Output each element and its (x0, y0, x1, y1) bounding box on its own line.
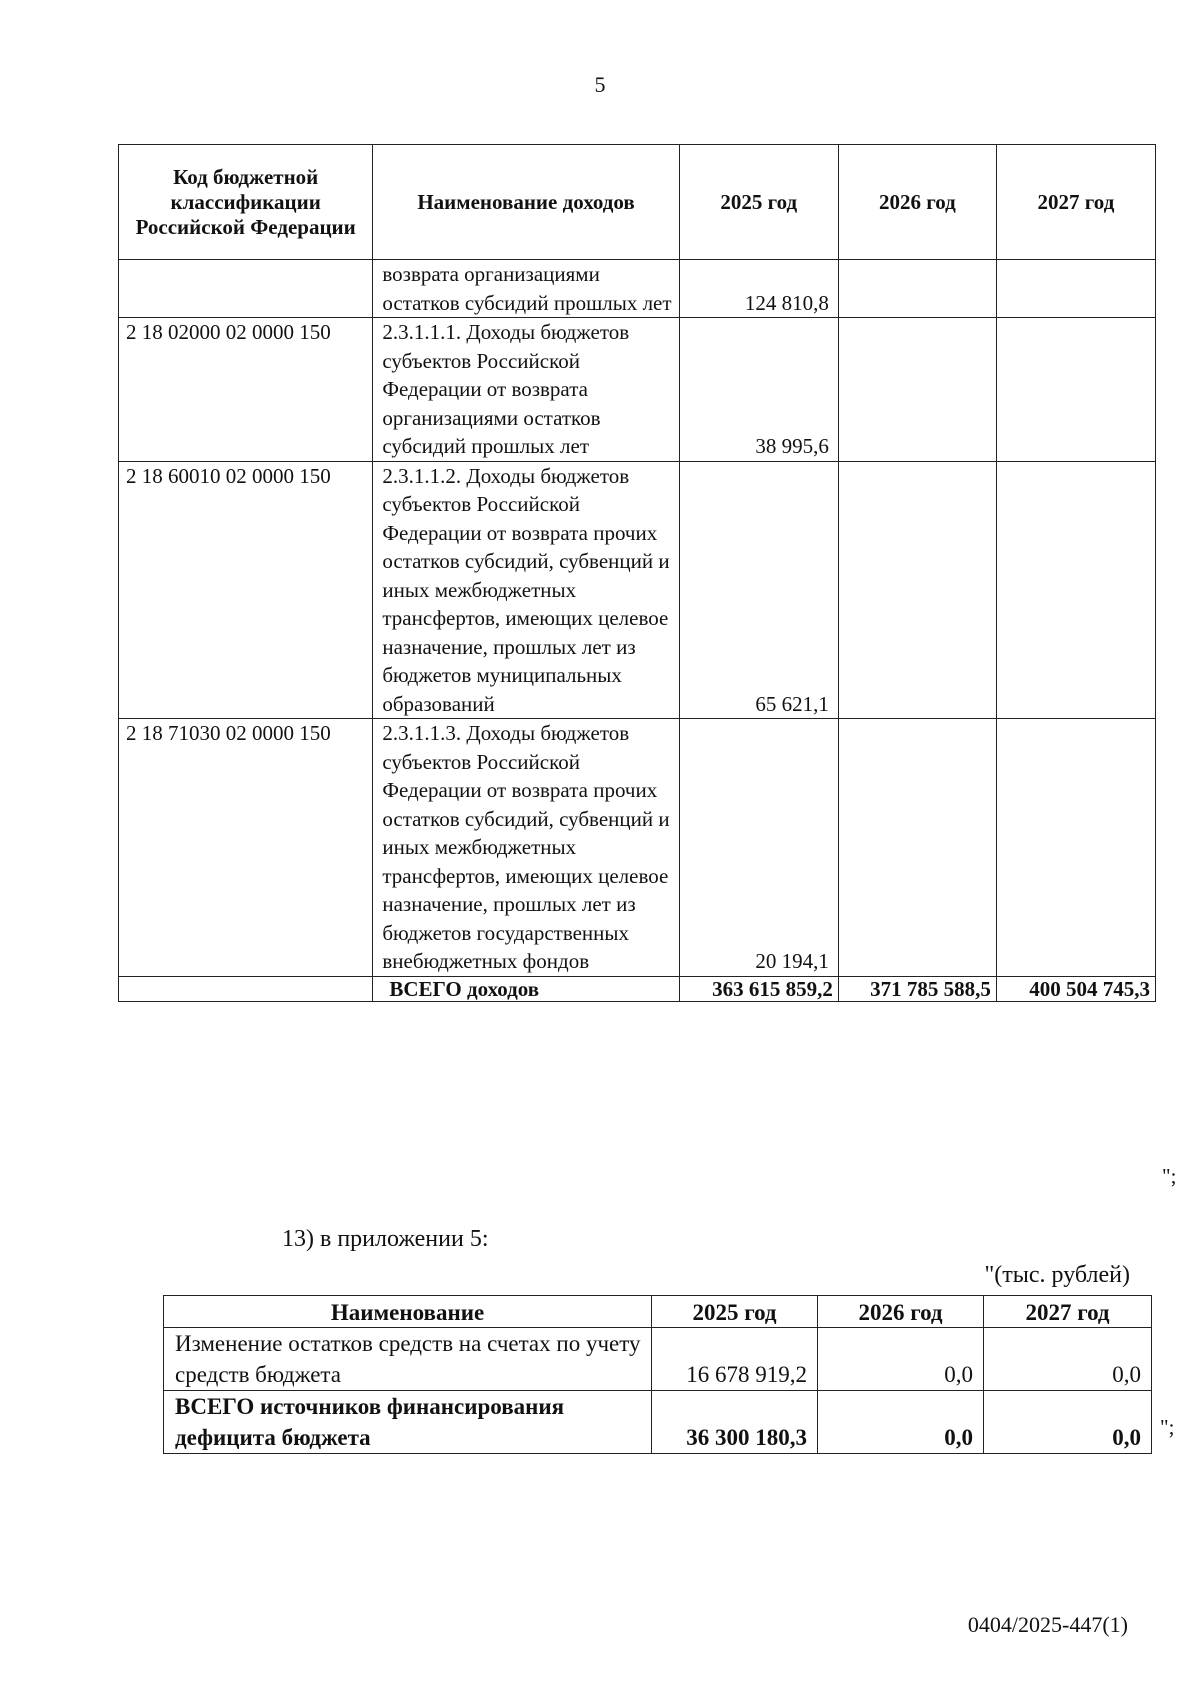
row-value-2026 (838, 260, 996, 318)
income-table-closing-mark: "; (1162, 1164, 1177, 1188)
row-value-2025: 20 194,1 (679, 719, 838, 977)
table-row (119, 719, 1156, 977)
row-value-2026 (838, 318, 996, 462)
header-2026: 2026 год (838, 145, 996, 260)
total-label: ВСЕГО источников финансирования дефицита бюджета (164, 1391, 652, 1454)
units-label: "(тыс. рублей) (984, 1262, 1130, 1288)
row-value-2027 (996, 260, 1155, 318)
total-label: ВСЕГО доходов (373, 976, 679, 1001)
header-2027: 2027 год (996, 145, 1155, 260)
row-name: Изменение остатков средств на счетах по учету средств бюджета (164, 1328, 652, 1391)
table-row (119, 318, 1156, 462)
row-code: 2 18 71030 02 0000 150 (119, 719, 373, 977)
row-value-2027: 0,0 (984, 1328, 1152, 1391)
row-value-2027 (996, 318, 1155, 462)
header-2025: 2025 год (652, 1296, 818, 1328)
page-number: 5 (594, 72, 606, 97)
row-value-2025: 16 678 919,2 (652, 1328, 818, 1391)
row-value-2026: 0,0 (818, 1328, 984, 1391)
total-value-2025: 363 615 859,2 (679, 976, 838, 1001)
sources-total-row (164, 1391, 1152, 1454)
header-name: Наименование доходов (373, 145, 679, 260)
table-row (119, 461, 1156, 719)
header-name: Наименование (164, 1296, 652, 1328)
total-value-2026: 371 785 588,5 (838, 976, 996, 1001)
income-total-row (119, 976, 1156, 1001)
row-value-2026 (838, 719, 996, 977)
row-name: 2.3.1.1.3. Доходы бюджетов субъектов Российской Федерации от возврата прочих остатков субсидий, субвенций и иных межбюджетных трансфертов, имеющих целевое назначение, прошлых лет из бюджетов государственных внебюджетных фондов (373, 719, 679, 977)
sources-table-header-row (164, 1296, 1152, 1328)
total-value-2026: 0,0 (818, 1391, 984, 1454)
total-value-2027: 400 504 745,3 (996, 976, 1155, 1001)
table-row (164, 1328, 1152, 1391)
row-value-2027 (996, 461, 1155, 719)
row-name: 2.3.1.1.1. Доходы бюджетов субъектов Российской Федерации от возврата организациями остатков субсидий прошлых лет (373, 318, 679, 462)
document-id: 0404/2025-447(1) (967, 1612, 1128, 1637)
header-code: Код бюджетной классификации Российской Федерации (119, 145, 373, 260)
total-value-2027: 0,0 (984, 1391, 1152, 1454)
total-value-2025: 36 300 180,3 (652, 1391, 818, 1454)
row-value-2027 (996, 719, 1155, 977)
row-code: 2 18 60010 02 0000 150 (119, 461, 373, 719)
row-value-2025: 38 995,6 (679, 318, 838, 462)
header-2027: 2027 год (984, 1296, 1152, 1328)
row-name: 2.3.1.1.2. Доходы бюджетов субъектов Российской Федерации от возврата прочих остатков субсидий, субвенций и иных межбюджетных трансфертов, имеющих целевое назначение, прошлых лет из бюджетов муниципальных образований (373, 461, 679, 719)
row-name: возврата организациями остатков субсидий прошлых лет (373, 260, 679, 318)
row-code (119, 260, 373, 318)
row-code: 2 18 02000 02 0000 150 (119, 318, 373, 462)
header-2026: 2026 год (818, 1296, 984, 1328)
income-table-header-row (119, 145, 1156, 260)
row-value-2025: 65 621,1 (679, 461, 838, 719)
section-caption: 13) в приложении 5: (282, 1226, 489, 1252)
row-value-2025: 124 810,8 (679, 260, 838, 318)
row-value-2026 (838, 461, 996, 719)
income-table (118, 144, 1156, 1002)
table-row (119, 260, 1156, 318)
sources-table (163, 1295, 1152, 1454)
total-code (119, 976, 373, 1001)
sources-table-closing-mark: "; (1160, 1415, 1175, 1439)
header-2025: 2025 год (679, 145, 838, 260)
